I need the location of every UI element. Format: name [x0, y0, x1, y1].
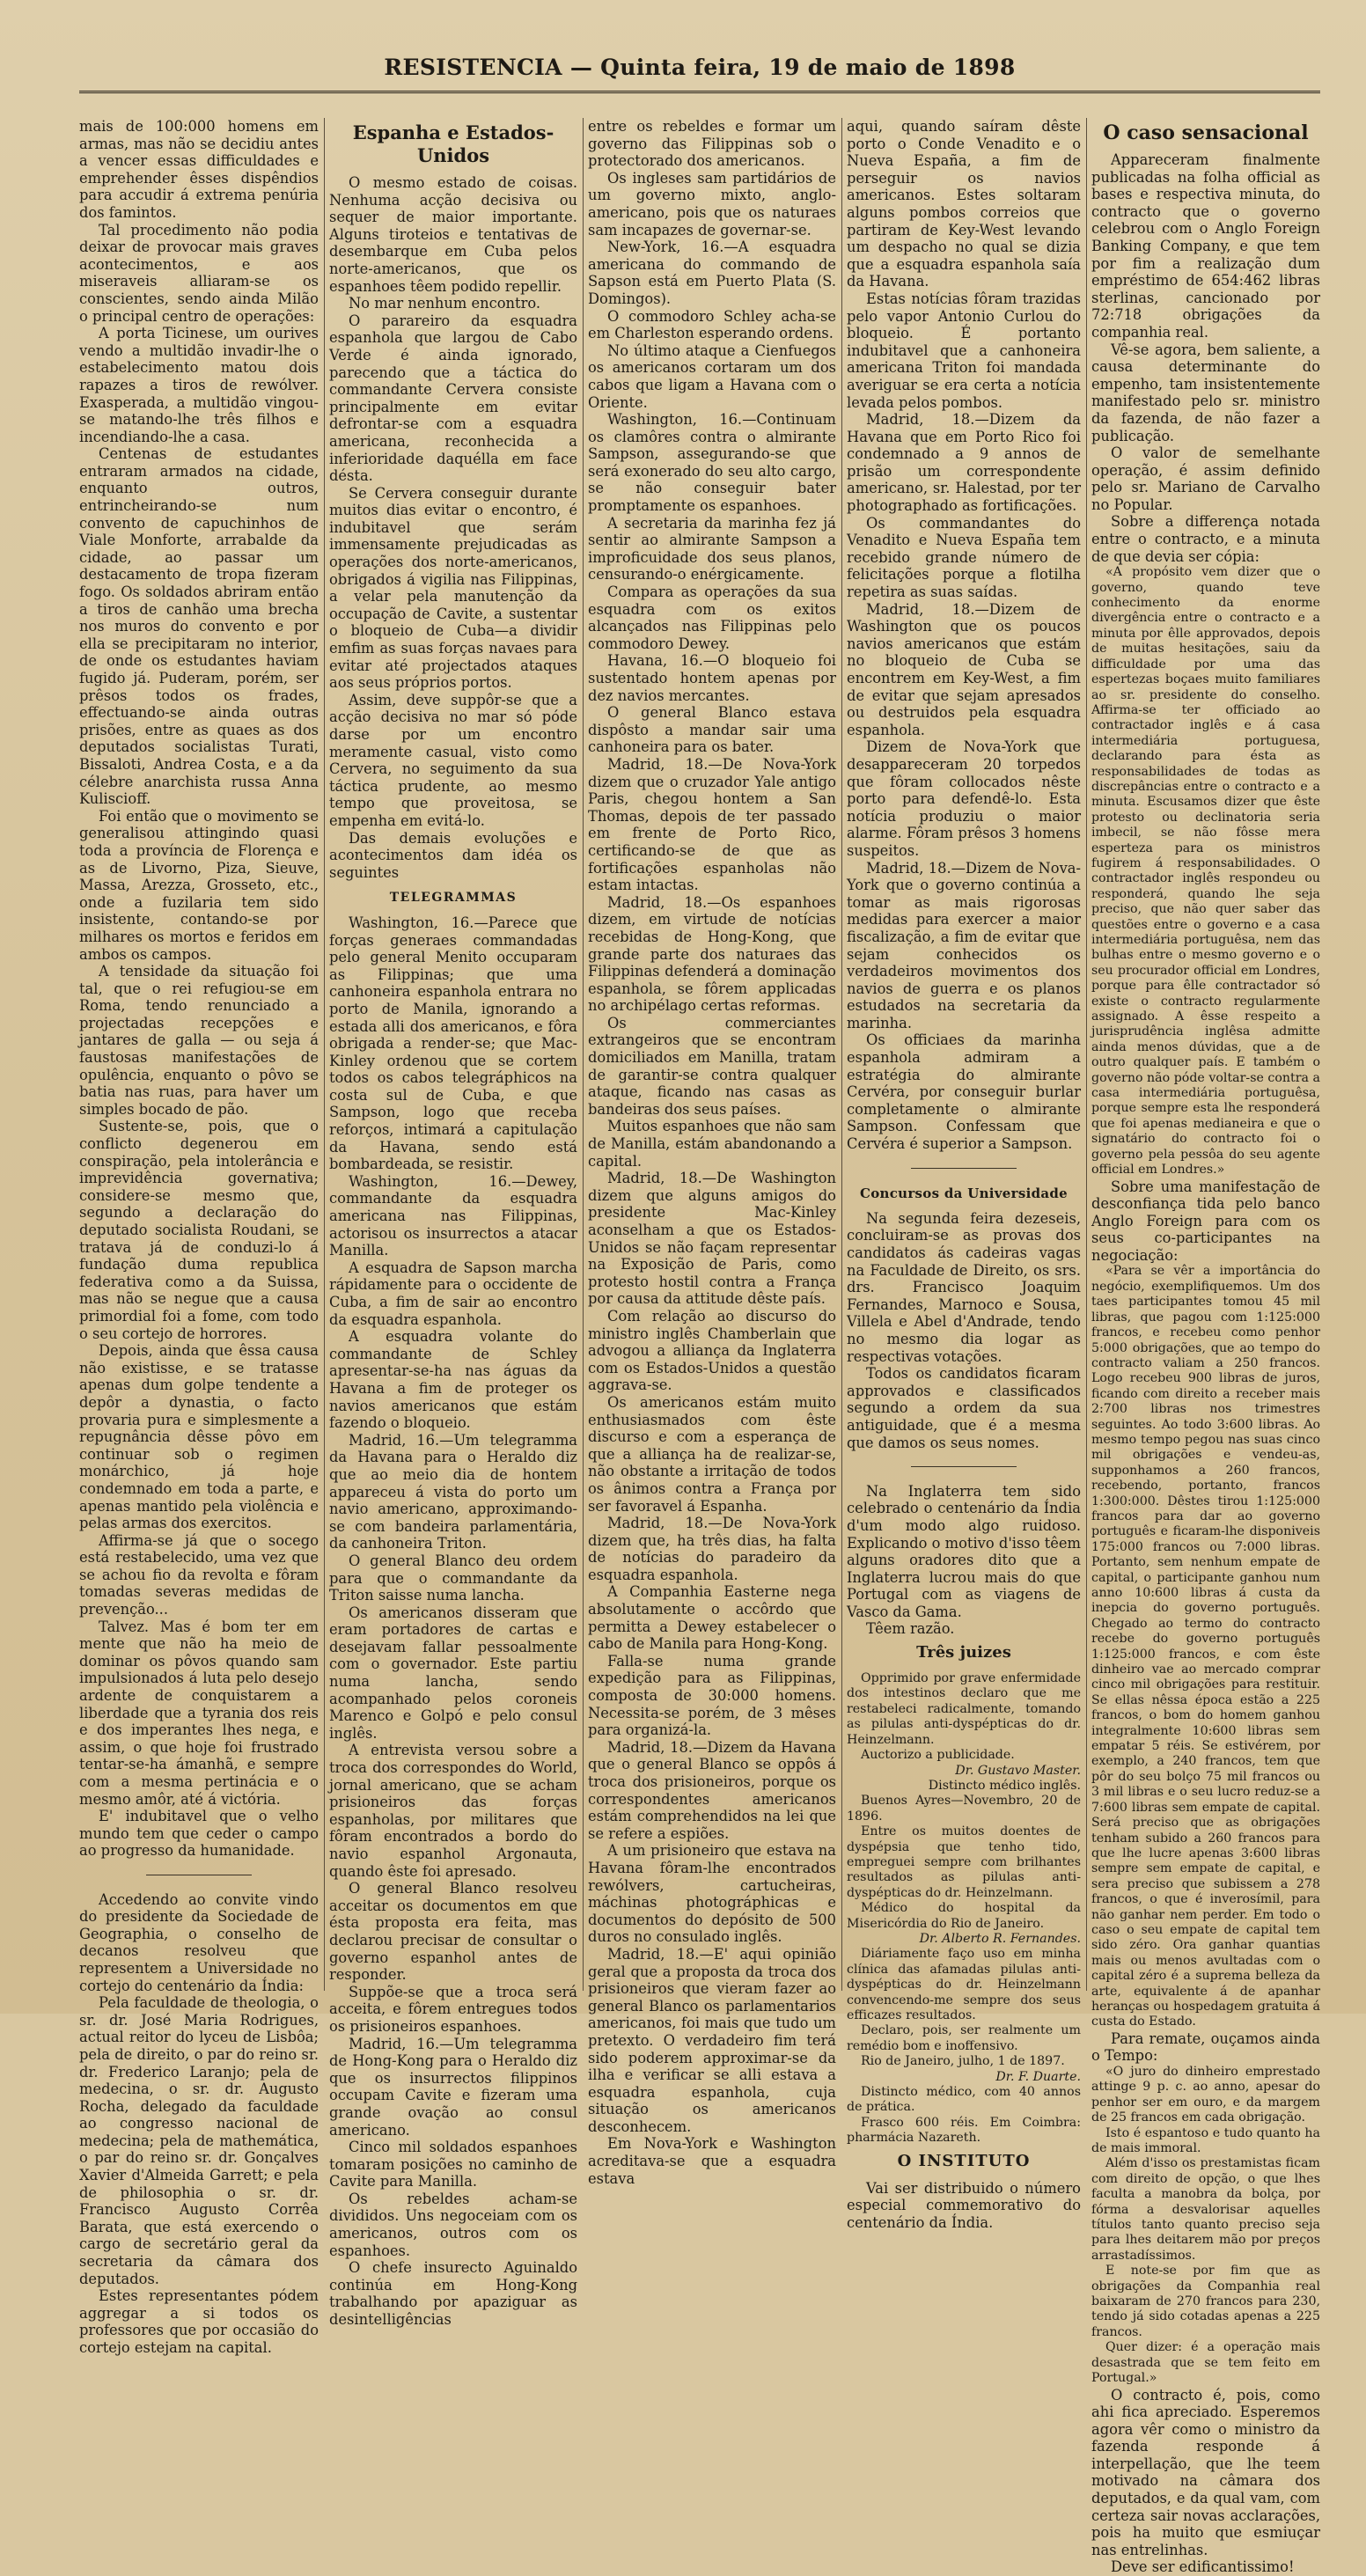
paragraph: A Companhia Easterne nega absolutamente o accôrdo que permitta a Dewey estabelecer o cabo de Manila para Hong-Kong. — [588, 1583, 836, 1653]
masthead — [79, 55, 1320, 93]
advert-text: Opprimido por grave enfermidade dos intestinos declaro que me restabeleci radicalmente, tomando as pilulas anti-dyspépticas do dr. Heinzelmann. — [847, 1671, 1081, 1747]
advert-signature: Dr. Alberto R. Fernandes. — [919, 1931, 1081, 1946]
paragraph: Dizem de Nova-York que desappareceram 20 torpedos que fôram collocados nêste porto para defendê-lo. Esta notícia produziu o maior alarme. Fôram prêsos 3 homens suspeitos. — [847, 738, 1081, 859]
paragraph: Os commandantes do Venadito e Nueva España tem recebido grande número de felicitações porque a flotilha repetira as suas saídas. — [847, 514, 1081, 601]
advert-text: Declaro, pois, ser realmente um remédio bom e inoffensivo. — [847, 2023, 1081, 2053]
column-3 — [588, 118, 836, 2187]
paragraph: Estes representantes pódem aggregar a si todos os professores que por occasião do cortejo estejam na capital. — [79, 2287, 319, 2356]
article-title: Espanha e Estados-Unidos — [352, 121, 554, 166]
column-divider — [324, 118, 325, 1991]
masthead-title: RESISTENCIA — Quinta feira, 19 de maio de 1898 — [384, 55, 1016, 80]
paragraph: Os ingleses sam partidários de um governo mixto, anglo-americano, pois que os naturaes sam incapazes de governar-se. — [588, 169, 836, 239]
advert-text: Buenos Ayres—Novembro, 20 de 1896. — [847, 1794, 1081, 1824]
paragraph: Das demais evoluções e acontecimentos dam idéa os seguintes — [329, 829, 577, 881]
paragraph: Accedendo ao convite vindo do presidente da Sociedade de Geographia, o conselho de decanos resolveu que representem a Universidade no cortejo do centenário da Índia: — [79, 1890, 319, 1994]
paragraph: Madrid, 18.—De Washington dizem que alguns amigos do presidente Mac-Kinley aconselham a que os Estados-Unidos se não façam representar na Exposição de Paris, como protesto hostil contra a França por causa da attitude dêste país. — [588, 1170, 836, 1308]
paragraph: Os officiaes da marinha espanhola admiram a estratégia do almirante Cervéra, por conseguir burlar completamente o almirante Sampson. Confessam que Cervéra é superior a Sampson. — [847, 1031, 1081, 1153]
column-4 — [847, 118, 1081, 2231]
quote-text: E note-se por fim que as obrigações da Companhia real baixaram de 270 francos para 230, tendo já sido cotadas apenas a 225 francos. — [1091, 2264, 1320, 2339]
quote-text: «A propósito vem dizer que o governo, quando teve conhecimento da enorme divergência entre o contracto e a minuta por êlle approvados, depois de muitas hesitações, saiu da difficuldade por uma das espertezas boçaes muito familiares ao sr. presidente do conselho. Affirma-se ter officiado ao contractador inglês e á casa intermediária portuguesa, declarando para ésta as responsabilidades de todas as discrepâncias entre o contracto e a minuta. Escusamos dizer que êste protesto ou declinatoria seria imbecil, se não fôsse mera esperteza para os ministros fugirem á responsabilidades. O contractador inglês respondeu ou responderá, quando lhe seja preciso, que não quer saber das questões entre o governo e a casa intermediária portuguêsa, nem das bulhas entre o mesmo governo e o seu procurador official em Londres, porque para êlle contractador só existe o contracto regularmente assignado. A êsse respeito a jurisprudência inglêsa admitte ainda menos dúvidas, que a de outro qualquer país. E também o governo não póde voltar-se contra a casa intermediária portuguêsa, porque sempre esta lhe responderá que foi apenas medianeira e que o signatário do contracto foi o governo pela pessôa do seu agente official em Londres.» — [1091, 565, 1320, 1178]
paragraph: Depois, ainda que êssa causa não existisse, e se tratasse apenas dum golpe tendente a depôr a dynastia, o facto provaria pura e simplesmente a repugnância dêsse pôvo em continuar sob o regimen monárchico, já hoje condemnado em toda a parte, e apenas mantido pela violência e pelas armas dos exercitos. — [79, 1342, 319, 1532]
advert-body — [847, 1671, 1081, 2147]
paragraph: Os commerciantes extrangeiros que se encontram domiciliados em Manilla, tratam de garantir-se contra qualquer ataque, ficando nas casas as bandeiras dos seus países. — [588, 1014, 836, 1118]
advert-text: Frasco 600 réis. Em Coimbra: pharmácia Nazareth. — [847, 2115, 1081, 2146]
paragraph: Todos os candidatos ficaram approvados e classificados segundo a ordem da sua antiguidade, que é a mesma que damos os seus nomes. — [847, 1365, 1081, 1451]
paragraph: O general Blanco estava dispôsto a mandar sair uma canhoneira para os bater. — [588, 704, 836, 756]
advert-signature: Dr. F. Duarte. — [995, 2069, 1081, 2084]
paragraph: Washington, 16.—Continuam os clamôres contra o almirante Sampson, assegurando-se que será exonerado do seu alto cargo, se não conseguir bater promptamente os espanhoes. — [588, 411, 836, 515]
paragraph: Appareceram finalmente publicadas na folha official as bases e respectiva minuta, do contracto que o governo celebrou com o Anglo Foreign Banking Company, e que tem por fim a realização dum empréstimo de 654:462 libras sterlinas, cancionado por 72:718 obrigações da companhia real. — [1091, 151, 1320, 341]
paragraph: Madrid, 18.—Os espanhoes dizem, em virtude de notícias recebidas de Hong-Kong, que grande parte dos naturaes das Filippinas defenderá a dominação espanhola, se fôrem applicadas no archipélago certas reformas. — [588, 893, 836, 1015]
advert-text: Diáriamente faço uso em minha clínica das afamadas pilulas anti-dyspépticas do dr. Heinzelmann convencendo-me sempre dos seus efficazes resultados. — [847, 1947, 1081, 2022]
paragraph: Sobre a differença notada entre o contracto, e a minuta de que devia ser cópia: — [1091, 513, 1320, 565]
telegram: O general Blanco resolveu acceitar os documentos em que ésta proposta era feita, mas declarou precisar de consultar o governo espanhol antes de responder. — [329, 1880, 577, 1984]
paragraph: Madrid, 18.—De Nova-York dizem que o cruzador Yale antigo Paris, chegou hontem a San Thomas, depois de ter passado em frente de Porto Rico, certificando-se de que as fortificações espanholas não estam intactas. — [588, 755, 836, 894]
paragraph: Deve ser edificantissimo! — [1111, 2558, 1295, 2576]
quotation — [1091, 1264, 1320, 2029]
paragraph: O mesmo estado de coisas. Nenhuma acção decisiva ou sequer de maior importante. Alguns tiroteios e tentativas de desembarque em Cuba pelos norte-americanos, que os espanhoes têem podido repellir. — [329, 174, 577, 295]
paragraph: entre os rebeldes e formar um governo das Filippinas sob o protectorado dos americanos. — [588, 118, 836, 170]
telegram: O chefe insurecto Aguinaldo continúa em Hong-Kong trabalhando por apaziguar as desintelligências — [329, 2259, 577, 2329]
paragraph: Sobre uma manifestação de desconfiança tida pelo banco Anglo Foreign para com os seus co-participantes na negociação: — [1091, 1178, 1320, 1264]
column-divider — [1086, 118, 1087, 1991]
paragraph: A porta Ticinese, um ourives vendo a multidão invadir-lhe o estabelecimento matou dois rapazes a tiros de rewólver. Exasperada, a multidão vingou-se matando-lhe três filhos e incendiando-lhe a casa. — [79, 325, 319, 445]
telegram: O general Blanco deu ordem para que o commandante da Triton saisse numa lancha. — [329, 1552, 577, 1604]
paragraph: Sustente-se, pois, que o conflicto degenerou em conspiração, pela intolerância e imprevidência governativa; considere-se mesmo que, segundo a declaração do deputado socialista Roudani, se tratava já de conduzi-lo á fundação duma republica federativa como a da Suissa, mas não se negue que a causa primordial foi a fome, com todo o seu cortejo de horrores. — [79, 1118, 319, 1342]
quotation — [1091, 565, 1320, 1178]
advert-text: Distincto médico, com 40 annos de prática. — [847, 2085, 1081, 2115]
ornament-separator — [847, 1160, 1081, 1178]
quote-text: «O juro do dinheiro emprestado attinge 9 p. c. ao anno, apesar do penhor ser em ouro, e da margem de 25 francos em cada obrigação. — [1091, 2064, 1320, 2125]
paragraph: Pela faculdade de theologia, o sr. dr. José Maria Rodrigues, actual reitor do lyceu de Lisbôa; pela de direito, o par do reino sr. dr. Frederico Laranjo; pela de medecina, o sr. dr. Augusto Rocha, delegado da faculdade ao congresso nacional de medecina; pela de mathemática, o par do reino sr. dr. Gonçalves Xavier d'Almeida Garrett; e pela de philosophia o sr. dr. Francisco Augusto Corrêa Barata, que está exercendo o cargo de secretário geral da secretaria da câmara dos deputados. — [79, 1994, 319, 2287]
paragraph: New-York, 16.—A esquadra americana do commando de Sapson está em Puerto Plata (S. Domingos). — [588, 239, 836, 307]
masthead-rule — [79, 91, 1320, 93]
paragraph: Assim, deve suppôr-se que a acção decisiva no mar só póde darse por um encontro meramente casual, visto como Cervera, no seguimento da sua táctica prudente, ao mesmo tempo que proveitosa, se empenha em evitá-lo. — [329, 691, 577, 829]
column-divider — [841, 118, 842, 1991]
telegram: Madrid, 16.—Um telegramma de Hong-Kong para o Heraldo diz que os insurrectos filippinos occupam Cavite e fizeram uma grande ovação ao consul americano. — [329, 2035, 577, 2139]
paragraph: Madrid, 18.—Dizem de Washington que os poucos navios americanos que estám no bloqueio de Cuba se encontrem em Key-West, a fim de evitar que sejam apresados ou destruidos pela esquadra espanhola. — [847, 600, 1081, 738]
paragraph: Madrid, 18.—Dizem da Havana que em Porto Rico foi condemnado a 9 annos de prisão um correspondente americano, sr. Halestad, por ter photographado as fortificações. — [847, 411, 1081, 515]
telegram: A esquadra volante do commandante de Schley apresentar-se-ha nas águas da Havana a fim de proteger os navios americanos que estám fazendo o bloqueio. — [329, 1328, 577, 1432]
paragraph: Para remate, ouçamos ainda o Tempo: — [1091, 2029, 1320, 2065]
paragraph: Têem razão. — [866, 1620, 955, 1638]
quote-text: Isto é espantoso e tudo quanto ha de mais immoral. — [1091, 2125, 1320, 2155]
paragraph: Na Inglaterra tem sido celebrado o centenário da Índia d'um modo algo ruidoso. Explicando o motivo d'isso têem alguns oradores dito que a Inglaterra lucrou mais do que Portugal com as viagens de Vasco da Gama. — [847, 1482, 1081, 1620]
paragraph: O valor de semelhante operação, é assim definido pelo sr. Mariano de Carvalho no Popular. — [1091, 444, 1320, 513]
paragraph: Madrid, 18.—Dizem de Nova-York que o governo continúa a tomar as mais rigorosas medidas para exercer a maior fiscalização, a fim de evitar que sejam conhecidos os verdadeiros movimentos dos navios de guerra e os planos estudados na secretaria da marinha. — [847, 859, 1081, 1031]
notice-title: O INSTITUTO — [897, 2151, 1031, 2170]
telegram: A esquadra de Sapson marcha rápidamente para o occidente de Cuba, a fim de sair ao encontro da esquadra espanhola. — [329, 1259, 577, 1328]
paragraph: Estas notícias fôram trazidas pelo vapor Antonio Curlou do bloqueio. É portanto indubitavel que a canhoneira americana Triton foi mandada averiguar se era certa a notícia levada pelos pombos. — [847, 290, 1081, 411]
paragraph: Vê-se agora, bem saliente, a causa determinante do empenho, tam insistentemente manifestado pelo sr. ministro da fazenda, de não fazer a publicação. — [1091, 341, 1320, 444]
telegram: Suppõe-se que a troca será acceita, e fôrem entregues todos os prisioneiros espanhoes. — [329, 1983, 577, 2035]
paragraph: O parareiro da esquadra espanhola que largou de Cabo Verde é ainda ignorado, parecendo que a táctica do commandante Cervera consiste principalmente em evitar defrontar-se com a esquadra americana, reconhecida a inferioridade daquélla em face désta. — [329, 312, 577, 485]
paragraph: mais de 100:000 homens em armas, mas não se decidiu antes a vencer essas difficuldades e emprehender êsses dispêndios para accudir á extrema penúria dos famintos. — [79, 118, 319, 221]
ornament-separator — [79, 1867, 319, 1884]
advert-text: Entre os muitos doentes de dyspépsia que tenho tido, empreguei sempre com brilhantes resultados as pilulas anti-dyspépticas do dr. Heinzelmann. — [847, 1824, 1081, 1900]
telegram: Os rebeldes acham-se divididos. Uns negoceiam com os americanos, outros com os espanhoes. — [329, 2190, 577, 2259]
section-title: Concursos da Universidade — [859, 1185, 1069, 1202]
advert-signature: Dr. Gustavo Master. — [955, 1763, 1081, 1778]
quote-text: Quer dizer: é a operação mais desastrada que se tem feito em Portugal.» — [1091, 2340, 1320, 2386]
paragraph: Falla-se numa grande expedição para as Filippinas, composta de 30:000 homens. Necessita-se porém, de 3 mêses para organizá-la. — [588, 1652, 836, 1739]
telegram: Madrid, 16.—Um telegramma da Havana para o Heraldo diz que ao meio dia de hontem appareceu á vista do porto um navio americano, approximando-se com bandeira parlamentária, da canhoneira Triton. — [329, 1431, 577, 1552]
telegram: Washington, 16.—Parece que forças generaes commandadas pelo general Menito occuparam as Filippinas; que uma canhoneira espanhola entrara no porto de Manila, ignorando a estada alli dos americanos, e fôra obrigada a render-se; que Mac-Kinley ordenou que se cortem todos os cabos telegráphicos na costa sul de Cuba, e que Sampson, logo que receba reforços, intimará a capitulação da Havana, sendo está bombardeada, se resistir. — [329, 914, 577, 1173]
paragraph: A um prisioneiro que estava na Havana fôram-lhe encontrados rewólvers, cartucheiras, máchinas photográphicas e documentos do depósito de 500 duros no consulado inglês. — [588, 1842, 836, 1946]
telegram: Washington, 16.—Dewey, commandante da esquadra americana nas Filippinas, actorisou os insurrectos a atacar Manilla. — [329, 1172, 577, 1259]
paragraph: Com relação ao discurso do ministro inglês Chamberlain que advogou a alliança da Inglaterra com os Estados-Unidos a questão aggrava-se. — [588, 1307, 836, 1394]
paragraph: Compara as operações da sua esquadra com os exitos alcançados nas Filippinas pelo commodoro Dewey. — [588, 583, 836, 652]
paragraph: Muitos espanhoes que não sam de Manilla, estám abandonando a capital. — [588, 1118, 836, 1170]
telegram: Os americanos disseram que eram portadores de cartas e desejavam fallar pessoalmente com o governador. Este partiu numa lancha, sendo acompanhado pelos coroneis Marenco e Golpó e pelo consul inglês. — [329, 1604, 577, 1742]
paragraph: Os americanos estám muito enthusiasmados com êste discurso e com a esperança de que a alliança ha de realizar-se, não obstante a irritação de todos os ânimos contra a França por ser favoravel á Espanha. — [588, 1393, 836, 1515]
paragraph: Em Nova-York e Washington acreditava-se que a esquadra estava — [588, 2135, 836, 2187]
advert-title: Três juizes — [916, 1643, 1011, 1662]
columns — [79, 118, 1320, 2576]
paragraph: O commodoro Schley acha-se em Charleston esperando ordens. — [588, 307, 836, 342]
telegram: Cinco mil soldados espanhoes tomaram posições no caminho de Cavite para Manilla. — [329, 2139, 577, 2191]
paragraph: aqui, quando saíram dêste porto o Conde Venadito e o Nueva España, a fim de perseguir os navios americanos. Estes soltaram alguns pombos correios que partiram de Key-West levando um despacho no qual se dizia que a esquadra espanhola saía da Havana. — [847, 118, 1081, 290]
paragraph: Se Cervera conseguir durante muitos dias evitar o encontro, é indubitavel que serám immensamente prejudicadas as operações dos norte-americanos, obrigados á vigilia nas Filippinas, a velar pela manutenção da occupação de Cavite, a sustentar o bloqueio de Cuba—a dividir emfim as suas forças navaes para evitar até projectados ataques aos seus próprios portos. — [329, 484, 577, 692]
column-5 — [1091, 118, 1320, 2576]
paragraph: No último ataque a Cienfuegos os americanos cortaram um dos cabos que ligam a Havana com o Oriente. — [588, 341, 836, 411]
paragraph: A tensidade da situação foi tal, que o rei refugiou-se em Roma, tendo renunciado a projectadas recepções e jantares de galla — ou seja á faustosas manifestações de opulência, enquanto o pôvo se batia nas ruas, para haver um simples bocado de pão. — [79, 963, 319, 1118]
paragraph: Vai ser distribuido o número especial commemorativo do centenário da Índia. — [847, 2179, 1081, 2231]
paragraph: Foi então que o movimento se generalisou attingindo quasi toda a província de Florença e as de Livorno, Piza, Sieuve, Massa, Arezza, Grosseto, etc., onde a fuzilaria tem sido insistente, contando-se por milhares os mortos e feridos em ambos os campos. — [79, 807, 319, 963]
telegram: A entrevista versou sobre a troca dos correspondes do World, jornal americano, que se acham prisioneiros das forças espanholas, por militares que fôram encontrados a bordo do navio espanhol Argonauta, quando êste foi apresado. — [329, 1742, 577, 1880]
paragraph: A secretaria da marinha fez já sentir ao almirante Sampson a improficuidade dos seus planos, censurando-o enérgicamente. — [588, 514, 836, 583]
paragraph: Tal procedimento não podia deixar de provocar mais graves acontecimentos, e aos miseraveis alliaram-se os conscientes, sendo ainda Milão o principal centro de operações: — [79, 221, 319, 325]
quote-text: «Para se vêr a importância do negócio, exemplifiquemos. Um dos taes participantes tomou 45 mil libras, que pagou com 1:125:000 francos, e recebeu como penhor 5:000 obrigações, que ao tempo do contracto valiam a 250 francos. Logo recebeu 900 libras de juros, ficando com direito a receber mais 2:700 libras nos trimestres seguintes. Ao todo 3:600 libras. Ao mesmo tempo pegou nas suas cinco mil obrigações e vendeu-as, supponhamos a 260 francos, recebendo, portanto, francos 1:300:000. Dêstes tirou 1:125:000 francos para dar ao governo português e ficaram-lhe disponiveis 175:000 francos ou 7:000 libras. Portanto, sem nenhum empate de capital, o participante ganhou num anno 10:600 libras á custa da inepcia do governo português. Chegado ao termo do contracto recebe do governo português 1:125:000 francos, e com êste dinheiro vae ao mercado comprar cinco mil obrigações para restituir. Se ellas nêssa época estão a 225 francos, o bom do homem ganhou integralmente 10:600 libras sem empatar 5 réis. Se estivérem, por exemplo, a 240 francos, tem que pôr do seu bolço 75 mil francos ou 3 mil libras e o seu lucro reduz-se a 7:600 libras sem empate de capital. Será preciso que as obrigações tenham subido a 260 francos para que lhe lucre apenas 3:600 libras sempre sem empate de capital, e sera preciso que subissem a 278 francos, o que é inverosímil, para não ganhar nem perder. Em todo o caso o seu empate de capital tem sido zéro. Ora ganhar quantias mais ou menos avultadas com o capital zéro é a suprema belleza da arte, equivalente á de apanhar heranças ou hospedagem gratuita á custa do Estado. — [1091, 1264, 1320, 2029]
paragraph: Na segunda feira dezeseis, concluiram-se as provas dos candidatos ás cadeiras vagas na Faculdade de Direito, os srs. drs. Francisco Joaquim Fernandes, Marnoco e Sousa, Villela e Abel d'Andrade, tendo no mesmo dia logar as respectivas votações. — [847, 1209, 1081, 1365]
column-1 — [79, 118, 319, 2356]
paragraph: Talvez. Mas é bom ter em mente que não ha meio de dominar os pôvos quando sam impulsionados á luta pelo desejo ardente de conquistarem a liberdade que a tyrania dos reis e dos imperantes lhes nega, e assim, o que hoje foi frustrado tentar-se-ha ámanhã, e sempre com a mesma pertinácia e o mesmo amôr, até á victória. — [79, 1618, 319, 1808]
ornament-separator — [847, 1458, 1081, 1476]
column-2 — [329, 118, 577, 2329]
paragraph: Centenas de estudantes entraram armados na cidade, enquanto outros, entrincheirando-se num convento de capuchinhos de Viale Monforte, arrabalde da cidade, ao passar um destacamento de tropa fizeram fogo. Os soldados abriram então a tiros de canhão uma brecha nos muros do convento e por ella se precipitaram no interior, de onde os estudantes haviam fugido já. Puderam, porém, ser prêsos todos os frades, effectuando-se ainda outras prisões, entre as quaes as dos deputados socialistas Turati, Bissaloti, Andrea Costa, e a da célebre anarchista russa Anna Kuliscioff. — [79, 445, 319, 808]
advert-text: Médico do hospital da Misericórdia do Rio de Janeiro. — [847, 1901, 1081, 1931]
quote-text: Além d'isso os prestamistas ficam com direito de opção, o que lhes faculta a manobra da bolça, por fórma a desvalorisar aquelles títulos tanto quanto preciso seja para lhes deitarem mão por preços arrastadíssimos. — [1091, 2156, 1320, 2263]
paragraph: E' indubitavel que o velho mundo tem que ceder o campo ao progresso da humanidade. — [79, 1808, 319, 1860]
advert-text: Auctorizo a publicidade. — [861, 1748, 1015, 1763]
advert-text: Rio de Janeiro, julho, 1 de 1897. — [861, 2054, 1065, 2069]
article-title: O caso sensacional — [1103, 121, 1309, 144]
paragraph: No mar nenhum encontro. — [349, 295, 541, 312]
paragraph: Affirma-se já que o socego está restabelecido, uma vez que se achou fio da revolta e fôram tomadas severas medidas de prevenção... — [79, 1531, 319, 1618]
paragraph: Madrid, 18.—De Nova-York dizem que, ha três dias, ha falta de notícias do paradeiro da esquadra espanhola. — [588, 1515, 836, 1583]
paragraph: Madrid, 18.—Dizem da Havana que o general Blanco se oppôs á troca dos prisioneiros, porque os correspondentes americanos estám comprehendidos na lei que se refere a espiões. — [588, 1738, 836, 1842]
column-divider — [583, 118, 584, 1991]
paragraph: Havana, 16.—O bloqueio foi sustentado hontem apenas por dez navios mercantes. — [588, 652, 836, 704]
section-subtitle: TELEGRAMMAS — [389, 891, 518, 906]
quotation — [1091, 2065, 1320, 2387]
paragraph: O contracto é, pois, como ahi fica apreciado. Esperemos agora vêr como o ministro da fazenda responde á interpellação, que lhe teem motivado na câmara dos deputados, e da qual vam, com certeza sair novas acclarações, pois ha muito que esmiuçar nas entrelinhas. — [1091, 2386, 1320, 2558]
paragraph: Madrid, 18.—E' aqui opinião geral que a proposta da troca dos prisioneiros que vieram fazer ao general Blanco os parlamentarios americanos, foi mais que tudo um pretexto. O verdadeiro fim terá sido poderem approximar-se da ilha e verificar se alli estava a esquadra espanhola, cuja situação os americanos desconhecem. — [588, 1945, 836, 2135]
advert-credential: Distincto médico inglês. — [928, 1778, 1081, 1793]
